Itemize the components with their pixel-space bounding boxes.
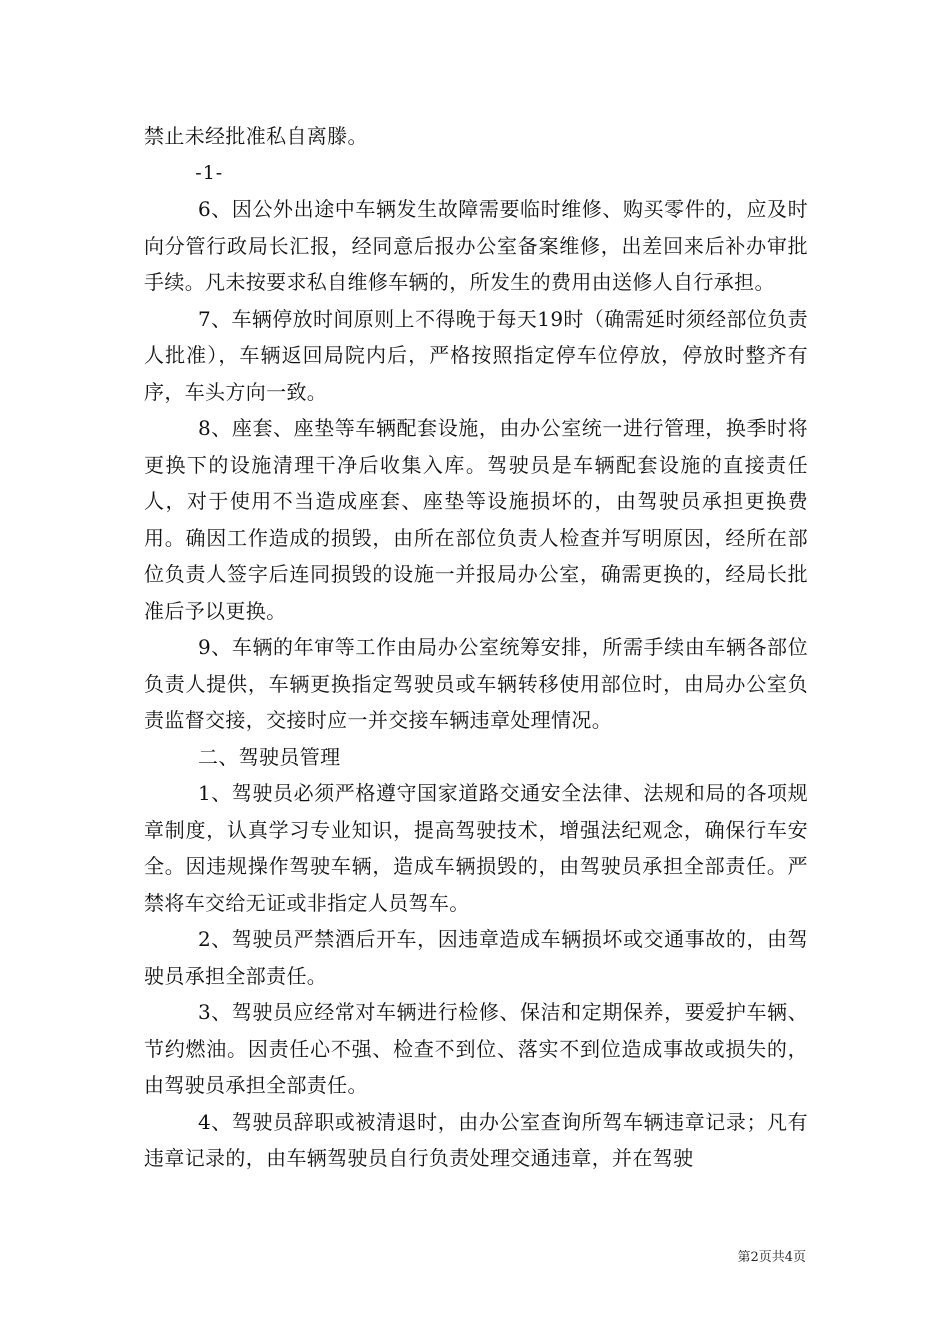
page-number-marker: -1- [195,161,224,184]
paragraph-driver-2: 2、驾驶员严禁酒后开车，因违章造成车辆损坏或交通事故的，由驾驶员承担全部责任。 [144,927,808,988]
page-footer [737,1246,806,1265]
section-heading-driver-management: 二、驾驶员管理 [198,744,341,769]
paragraph-item-6: 6、因公外出途中车辆发生故障需要临时维修、购买零件的，应及时向分管行政局长汇报，经同意后报办公室备案维修，出差回来后补办审批手续。凡未按要求私自维修车辆的，所发生的费用由送修人自行承担。 [144,197,808,294]
paragraph-item-8: 8、座套、座垫等车辆配套设施，由办公室统一进行管理，换季时将更换下的设施清理干净后收集入库。驾驶员是车辆配套设施的直接责任人，对于使用不当造成座套、座垫等设施损坏的，由驾驶员承担更换费用。确因工作造成的损毁，由所在部位负责人检查并写明原因，经所在部位负责人签字后连同损毁的设施一并报局办公室，确需更换的，经局长批准后予以更换。 [144,416,808,623]
page-count-label: 第2页共4页 [737,1250,806,1265]
paragraph-item-7: 7、车辆停放时间原则上不得晚于每天19时（确需延时须经部位负责人批准），车辆返回局院内后，严格按照指定停车位停放，停放时整齐有序，车头方向一致。 [144,306,808,404]
paragraph-item-9: 9、车辆的年审等工作由局办公室统筹安排，所需手续由车辆各部位负责人提供，车辆更换指定驾驶员或车辆转移使用部位时，由局办公室负责监督交接，交接时应一并交接车辆违章处理情况。 [144,635,808,732]
paragraph-driver-4: 4、驾驶员辞职或被清退时，由办公室查询所驾车辆违章记录；凡有违章记录的，由车辆驾驶员自行负责处理交通违章，并在驾驶 [144,1109,808,1170]
paragraph-driver-1: 1、驾驶员必须严格遵守国家道路交通安全法律、法规和局的各项规章制度，认真学习专业知识，提高驾驶技术，增强法纪观念，确保行车安全。因违规操作驾驶车辆，造成车辆损毁的，由驾驶员承担全部责任。严禁将车交给无证或非指定人员驾车。 [144,781,808,915]
paragraph-driver-3: 3、驾驶员应经常对车辆进行检修、保洁和定期保养，要爱护车辆、节约燃油。因责任心不强、检查不到位、落实不到位造成事故或损失的，由驾驶员承担全部责任。 [144,1000,808,1097]
document-body [144,118,808,1177]
paragraph-0: 禁止未经批准私自离滕。 [144,124,368,148]
